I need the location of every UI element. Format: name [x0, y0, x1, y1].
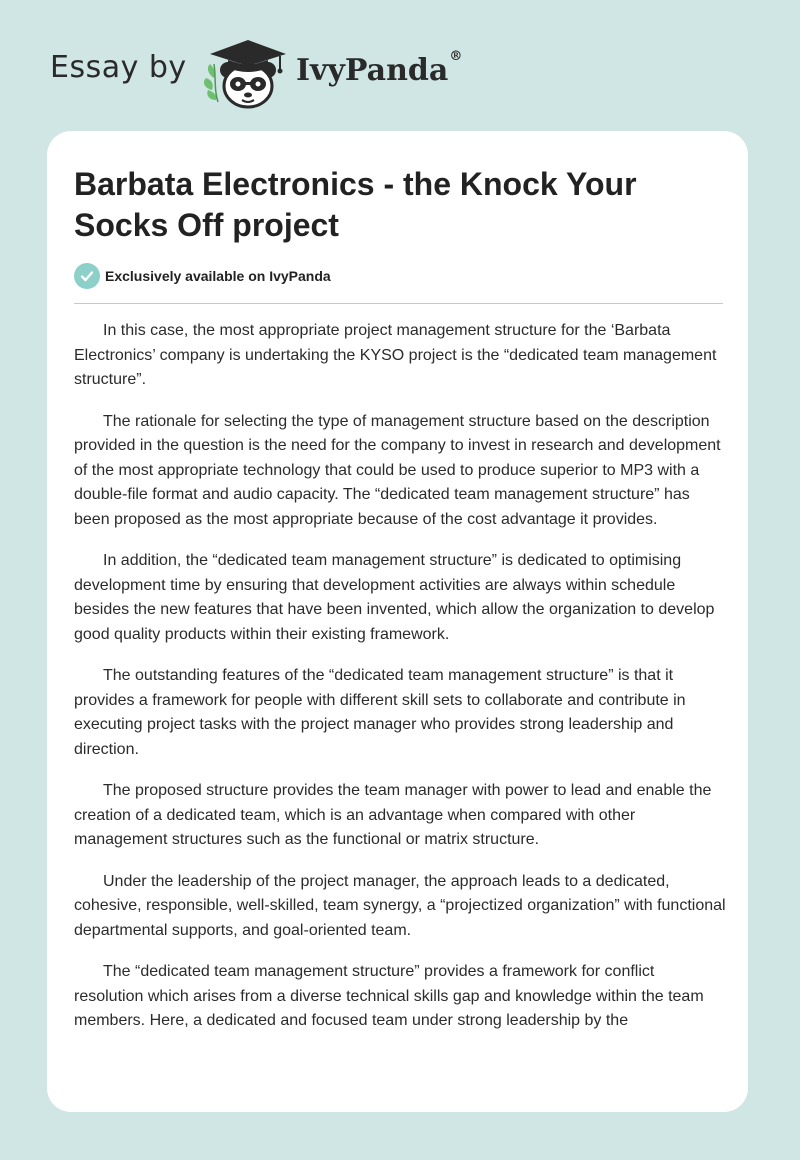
essay-title: Barbata Electronics - the Knock Your Socks Off project: [74, 166, 637, 243]
title-divider: [74, 303, 723, 304]
essay-paragraph: The outstanding features of the “dedicated team management structure” is that it provides a framework for people with different skill sets to collaborate and contribute in executing project tasks with the project manager who provides strong leadership and direction.: [74, 667, 686, 758]
site-header: [0, 0, 800, 130]
essay-paragraph: In this case, the most appropriate project management structure for the ‘Barbata Electronics’ company is undertaking the KYSO project is the “dedicated team management structure”.: [74, 322, 717, 388]
essay-card: [47, 131, 748, 1112]
ivy-leaf-icon: [204, 64, 218, 102]
brand-logo-text[interactable]: [296, 49, 463, 88]
checkmark-circle-icon: [74, 263, 100, 289]
registered-mark: ®: [449, 49, 463, 64]
essay-paragraph: The rationale for selecting the type of management structure based on the description provided in the question is the need for the company to invest in research and development of the most appropriate technology that could be used to produce superior to MP3 with a double-file format and audio capacity. The “dedicated team management structure” has been proposed as the most appropriate because of the cost advantage it provides.: [74, 412, 721, 528]
essay-paragraph: The proposed structure provides the team manager with power to lead and enable the creation of a dedicated team, which is an advantage when compared with other management structures such as the functional or matrix structure.: [74, 782, 712, 848]
essay-paragraph: Under the leadership of the project manager, the approach leads to a dedicated, cohesive, responsible, well-skilled, team synergy, a “projectized organization” with functional departmental supports, and goal-oriented team.: [74, 872, 726, 939]
exclusive-badge-label: Exclusively available on IvyPanda: [105, 268, 331, 284]
essay-body: [74, 319, 726, 1051]
essay-paragraph: In addition, the “dedicated team management structure” is dedicated to optimising development time by ensuring that development activities are always within schedule besides the new features that have been invented, which allow the organization to develop good quality products within their existing framework.: [74, 552, 715, 643]
essay-paragraph: The “dedicated team management structure” provides a framework for conflict resolution which arises from a diverse technical skills gap and knowledge within the team members. Here, a dedicated and focused team under strong leadership by the: [74, 963, 704, 1029]
exclusive-badge: [74, 263, 331, 289]
brand-name: IvyPanda: [296, 53, 449, 88]
essay-by-label: Essay by: [50, 50, 187, 85]
panda-logo-icon[interactable]: [200, 34, 292, 110]
